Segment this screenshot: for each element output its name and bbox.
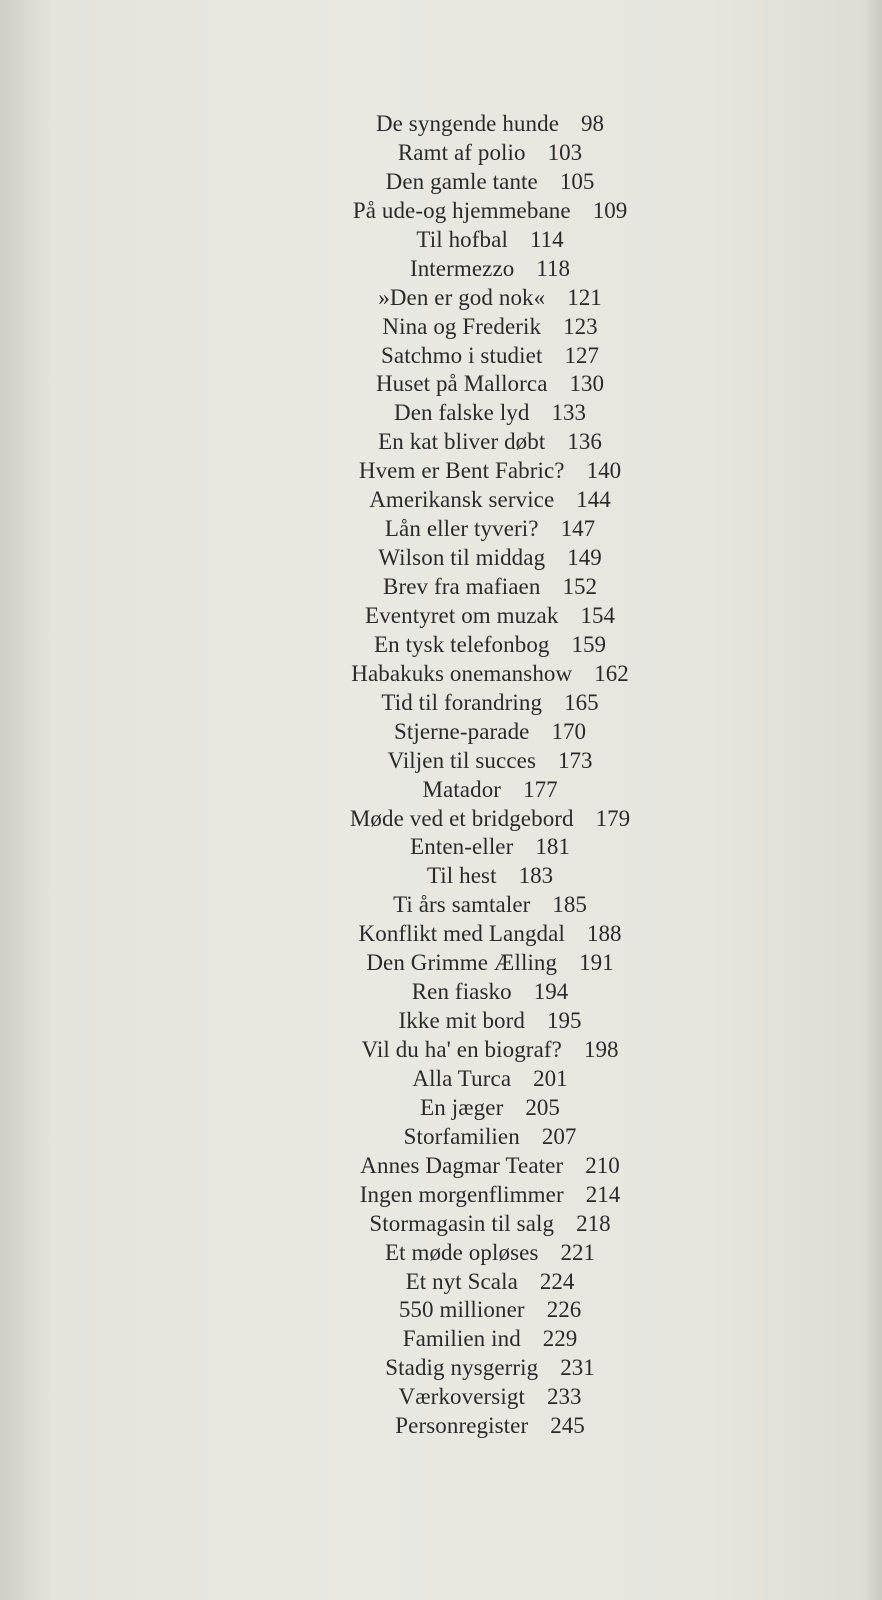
toc-entry — [0, 515, 882, 544]
toc-entry-page-number: 245 — [550, 1413, 585, 1439]
toc-entry-page-number: 159 — [571, 631, 607, 657]
toc-entry-title: Stormagasin til salg — [369, 1210, 555, 1236]
toc-entry — [0, 168, 882, 197]
toc-entry-page-number: 195 — [547, 1008, 582, 1034]
toc-entry-title: Ingen morgenflimmer — [359, 1181, 564, 1207]
toc-entry-page-number: 162 — [594, 660, 629, 686]
toc-entry-page-number: 218 — [576, 1210, 611, 1236]
toc-entry-title: På ude-og hjemmebane — [352, 197, 571, 223]
toc-entry — [0, 197, 882, 226]
toc-entry-page-number: 183 — [518, 863, 554, 889]
toc-entry-title: Til hofbal — [416, 226, 508, 252]
toc-entry-page-number: 133 — [551, 400, 587, 426]
toc-entry-page-number: 152 — [562, 574, 597, 599]
toc-entry-page-number: 140 — [586, 458, 622, 484]
toc-entry-page-number: 224 — [539, 1268, 575, 1294]
toc-entry-title: Møde ved et bridgebord — [349, 805, 574, 831]
toc-entry — [0, 747, 882, 776]
toc-entry-title: Et nyt Scala — [405, 1268, 518, 1294]
toc-entry-page-number: 205 — [525, 1094, 560, 1120]
toc-entry-title: Et møde opløses — [384, 1239, 539, 1265]
toc-entry-page-number: 105 — [559, 168, 595, 194]
toc-entry-title: Ti års samtaler — [393, 892, 531, 918]
toc-entry-page-number: 198 — [583, 1037, 619, 1062]
toc-entry — [0, 1354, 882, 1383]
toc-entry-title: Satchmo i studiet — [381, 342, 543, 368]
toc-entry-title: Ikke mit bord — [398, 1008, 525, 1034]
toc-entry — [0, 1123, 882, 1152]
toc-entry — [0, 1383, 882, 1412]
toc-entry-page-number: 147 — [560, 516, 596, 542]
toc-entry — [0, 833, 882, 862]
toc-entry — [0, 978, 882, 1007]
toc-entry-title: Huset på Mallorca — [375, 371, 548, 397]
toc-entry — [0, 891, 882, 920]
toc-entry — [0, 776, 882, 805]
toc-entry-title: Ramt af polio — [397, 139, 526, 165]
toc-entry — [0, 1007, 882, 1036]
toc-entry-title: Tid til forandring — [381, 689, 543, 715]
toc-entry-page-number: 136 — [567, 429, 602, 455]
toc-entry-title: Viljen til succes — [387, 747, 536, 773]
toc-entry — [0, 139, 882, 168]
toc-entry — [0, 1296, 882, 1325]
toc-entry — [0, 370, 882, 399]
toc-entry-title: Konflikt med Langdal — [358, 921, 565, 947]
toc-entry-page-number: 233 — [546, 1384, 582, 1410]
toc-entry — [0, 689, 882, 718]
toc-entry — [0, 1210, 882, 1239]
toc-entry-page-number: 144 — [576, 487, 611, 513]
toc-entry-title: 550 millioner — [398, 1297, 525, 1323]
toc-entry — [0, 544, 882, 573]
toc-entry-page-number: 103 — [547, 139, 583, 165]
toc-entry-title: Stjerne-parade — [394, 718, 530, 744]
toc-entry-page-number: 194 — [533, 979, 569, 1005]
toc-entry-title: Annes Dagmar Teater — [360, 1152, 564, 1178]
toc-entry-page-number: 130 — [569, 371, 605, 397]
toc-entry-page-number: 191 — [579, 950, 614, 976]
toc-entry — [0, 1325, 882, 1354]
toc-entry — [0, 718, 882, 747]
toc-entry — [0, 1181, 882, 1210]
toc-entry-title: Personregister — [395, 1413, 529, 1439]
toc-entry — [0, 602, 882, 631]
toc-entry-page-number: 170 — [551, 718, 586, 744]
toc-entry — [0, 1152, 882, 1181]
toc-entry — [0, 1268, 882, 1297]
toc-entry-page-number: 231 — [560, 1355, 595, 1381]
toc-entry-title: Wilson til middag — [378, 545, 546, 571]
toc-entry-title: Ren fiasko — [411, 979, 512, 1005]
toc-entry-title: Enten-eller — [410, 834, 514, 860]
toc-entry — [0, 1065, 882, 1094]
toc-entry-title: Storfamilien — [403, 1123, 520, 1149]
toc-entry-title: Stadig nysgerrig — [385, 1355, 539, 1381]
toc-entry-page-number: 214 — [585, 1181, 621, 1207]
toc-entry — [0, 805, 882, 834]
toc-entry-title: Hvem er Bent Fabric? — [358, 458, 565, 484]
toc-entry-title: Den falske lyd — [393, 400, 530, 426]
toc-entry-title: Intermezzo — [409, 255, 515, 281]
toc-entry — [0, 226, 882, 255]
toc-entry-page-number: 207 — [541, 1123, 577, 1149]
toc-entry — [0, 949, 882, 978]
toc-entry-title: Amerikansk service — [369, 487, 555, 513]
toc-entry — [0, 399, 882, 428]
toc-entry-title: Alla Turca — [412, 1065, 512, 1091]
toc-entry-title: En tysk telefonbog — [373, 631, 550, 657]
toc-entry-title: Vil du ha' en biograf? — [361, 1037, 562, 1062]
toc-entry-title: De syngende hunde — [375, 111, 560, 136]
toc-entry-page-number: 121 — [567, 284, 602, 310]
toc-entry-title: Familien ind — [402, 1326, 521, 1352]
toc-entry — [0, 1412, 882, 1441]
toc-entry — [0, 342, 882, 371]
toc-entry-page-number: 229 — [542, 1326, 578, 1352]
toc-entry-page-number: 154 — [580, 602, 615, 628]
toc-entry-title: En jæger — [420, 1094, 504, 1120]
toc-entry-page-number: 127 — [564, 342, 599, 368]
toc-entry — [0, 862, 882, 891]
toc-entry-page-number: 123 — [563, 313, 598, 339]
toc-entry-title: En kat bliver døbt — [378, 429, 546, 455]
toc-entry-title: Eventyret om muzak — [365, 602, 559, 628]
toc-entry — [0, 486, 882, 515]
toc-entry-page-number: 179 — [595, 805, 631, 831]
toc-entry-page-number: 109 — [592, 197, 628, 223]
toc-entry — [0, 284, 882, 313]
toc-entry — [0, 457, 882, 486]
toc-entry-title: Til hest — [426, 863, 497, 889]
toc-entry-page-number: 188 — [586, 921, 622, 947]
toc-entry-page-number: 173 — [558, 747, 593, 773]
table-of-contents — [0, 110, 882, 1441]
toc-entry — [0, 1239, 882, 1268]
toc-entry — [0, 255, 882, 284]
toc-entry-page-number: 98 — [581, 111, 605, 136]
toc-entry — [0, 110, 882, 139]
toc-entry — [0, 428, 882, 457]
toc-entry — [0, 660, 882, 689]
toc-entry — [0, 573, 882, 602]
toc-entry-page-number: 226 — [546, 1297, 582, 1323]
toc-entry-page-number: 177 — [523, 776, 558, 802]
toc-entry-page-number: 210 — [585, 1152, 620, 1178]
toc-entry-title: Lån eller tyveri? — [384, 516, 539, 542]
toc-entry — [0, 313, 882, 342]
toc-entry — [0, 1094, 882, 1123]
toc-entry-title: Nina og Frederik — [382, 313, 542, 339]
toc-entry-title: »Den er god nok« — [378, 284, 546, 310]
toc-entry-title: Brev fra mafiaen — [383, 574, 541, 599]
toc-entry — [0, 1036, 882, 1065]
toc-entry-page-number: 114 — [529, 226, 564, 252]
toc-entry-title: Den gamle tante — [385, 168, 538, 194]
toc-entry-page-number: 165 — [564, 689, 599, 715]
toc-entry — [0, 920, 882, 949]
toc-entry-title: Værkoversigt — [398, 1384, 525, 1410]
toc-entry-page-number: 221 — [560, 1239, 596, 1265]
toc-entry-page-number: 185 — [552, 892, 587, 918]
toc-entry-title: Habakuks onemanshow — [351, 660, 573, 686]
toc-entry-title: Matador — [422, 776, 502, 802]
toc-entry-page-number: 201 — [533, 1065, 568, 1091]
toc-entry-page-number: 149 — [567, 545, 602, 571]
toc-entry-page-number: 118 — [536, 255, 571, 281]
toc-entry-page-number: 181 — [535, 834, 570, 860]
toc-entry-title: Den Grimme Ælling — [366, 950, 558, 976]
toc-entry — [0, 631, 882, 660]
